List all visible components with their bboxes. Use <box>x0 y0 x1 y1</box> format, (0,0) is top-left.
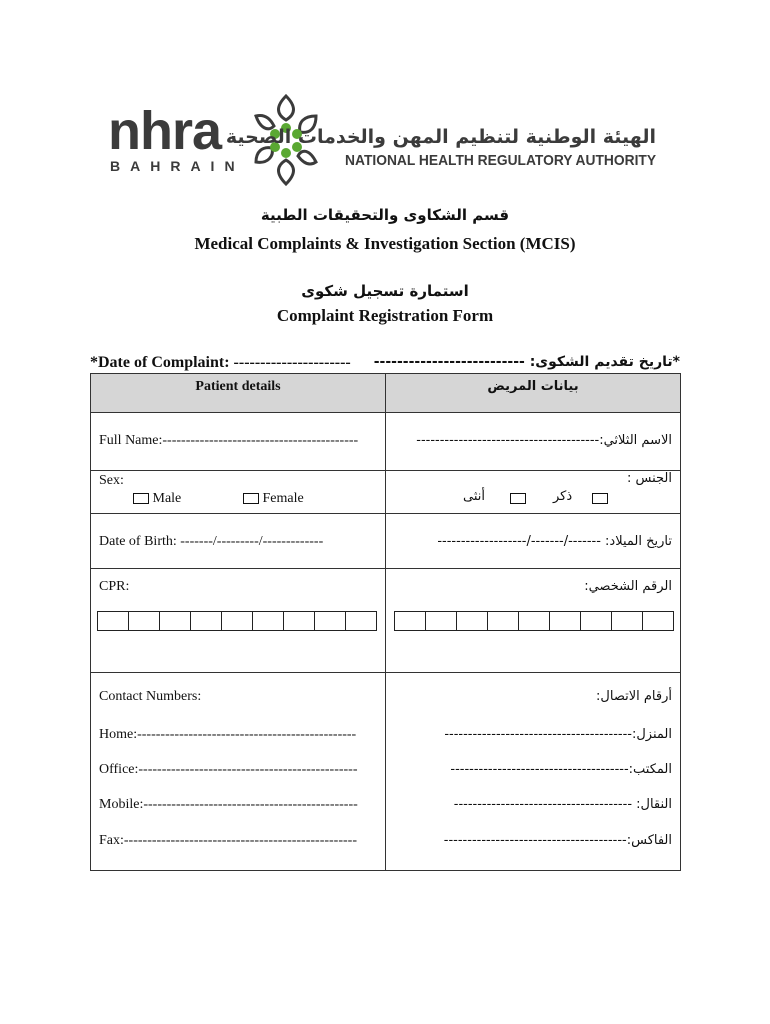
contact-numbers-label-arabic: أرقام الاتصال: <box>596 689 672 704</box>
male-label-arabic: ذكر <box>553 489 573 504</box>
home-phone-field[interactable]: Home:----------------------------------------------- <box>99 727 357 742</box>
office-phone-field[interactable]: Office:----------------------------------------------- <box>99 762 358 777</box>
cpr-digit-boxes[interactable] <box>97 611 376 631</box>
letterhead <box>100 88 670 188</box>
cpr-digit-box[interactable] <box>128 611 160 631</box>
patient-details-table <box>90 373 681 871</box>
authority-name-english: NATIONAL HEALTH REGULATORY AUTHORITY <box>344 152 656 169</box>
cpr-label-arabic: الرقم الشخصي: <box>584 579 672 594</box>
male-option[interactable] <box>133 491 181 507</box>
cpr-digit-box[interactable] <box>425 611 457 631</box>
full-name-field[interactable]: Full Name:------------------------------------------ <box>99 433 359 448</box>
female-label: Female <box>262 491 304 506</box>
female-label-arabic: أنثى <box>463 489 485 504</box>
date-of-birth-field-arabic[interactable]: تاريخ الميلاد: -------/-------/------------------- <box>437 534 672 549</box>
authority-name-arabic: الهيئة الوطنية لتنظيم المهن والخدمات الصحية <box>225 126 656 148</box>
cpr-digit-box[interactable] <box>345 611 377 631</box>
male-label: Male <box>152 491 182 506</box>
cpr-digit-box[interactable] <box>190 611 222 631</box>
date-of-complaint-label[interactable]: *Date of Complaint: ---------------------- <box>90 354 351 371</box>
office-phone-field-arabic[interactable]: المكتب:-------------------------------------- <box>450 762 672 777</box>
cpr-digit-box[interactable] <box>518 611 550 631</box>
form-title-english: Complaint Registration Form <box>276 306 494 325</box>
cpr-digit-box[interactable] <box>580 611 612 631</box>
mobile-phone-field[interactable]: Mobile:---------------------------------------------- <box>99 797 358 812</box>
mobile-phone-field-arabic[interactable]: النقال: -------------------------------------- <box>453 797 672 812</box>
section-title-english: Medical Complaints & Investigation Section (MCIS) <box>194 234 576 253</box>
cpr-digit-box[interactable] <box>159 611 191 631</box>
patient-details-header: Patient details <box>195 379 281 394</box>
cpr-digit-box[interactable] <box>456 611 488 631</box>
date-of-complaint-label-arabic[interactable]: *تاريخ تقديم الشكوى: -------------------------- <box>373 354 680 370</box>
cpr-digit-box[interactable] <box>252 611 284 631</box>
cpr-digit-box[interactable] <box>549 611 581 631</box>
cpr-digit-box[interactable] <box>611 611 643 631</box>
date-of-birth-field[interactable]: Date of Birth: -------/---------/------------- <box>99 534 324 549</box>
cpr-label: CPR: <box>99 579 130 594</box>
cpr-digit-box[interactable] <box>221 611 253 631</box>
male-checkbox[interactable] <box>133 493 149 504</box>
cpr-digit-box[interactable] <box>97 611 129 631</box>
cpr-digit-box[interactable] <box>314 611 346 631</box>
female-option[interactable] <box>243 491 304 507</box>
patient-details-header-arabic: بيانات المريض <box>487 379 579 394</box>
cpr-digit-box[interactable] <box>394 611 426 631</box>
cpr-digit-box[interactable] <box>283 611 315 631</box>
section-title-arabic: قسم الشكاوى والتحقيقات الطبية <box>260 206 510 224</box>
form-title-arabic: استمارة تسجيل شكوى <box>301 282 469 300</box>
sex-label: Sex: <box>99 473 124 488</box>
nhra-logo-text: nhra <box>108 101 222 161</box>
sex-label-arabic: الجنس : <box>627 471 672 486</box>
nhra-logo-country: BAHRAIN <box>110 158 245 174</box>
male-checkbox-arabic[interactable] <box>592 493 608 504</box>
cpr-digit-box[interactable] <box>487 611 519 631</box>
female-checkbox[interactable] <box>243 493 259 504</box>
fax-field-arabic[interactable]: الفاكس:--------------------------------------- <box>443 833 672 848</box>
cpr-digit-box[interactable] <box>642 611 674 631</box>
home-phone-field-arabic[interactable]: المنزل:---------------------------------------- <box>444 727 672 742</box>
female-checkbox-arabic[interactable] <box>510 493 526 504</box>
contact-numbers-label: Contact Numbers: <box>99 689 202 704</box>
cpr-digit-boxes-arabic[interactable] <box>394 611 673 631</box>
fax-field[interactable]: Fax:-------------------------------------------------- <box>99 833 357 848</box>
full-name-field-arabic[interactable]: الاسم الثلاثي:--------------------------------------- <box>416 433 672 448</box>
